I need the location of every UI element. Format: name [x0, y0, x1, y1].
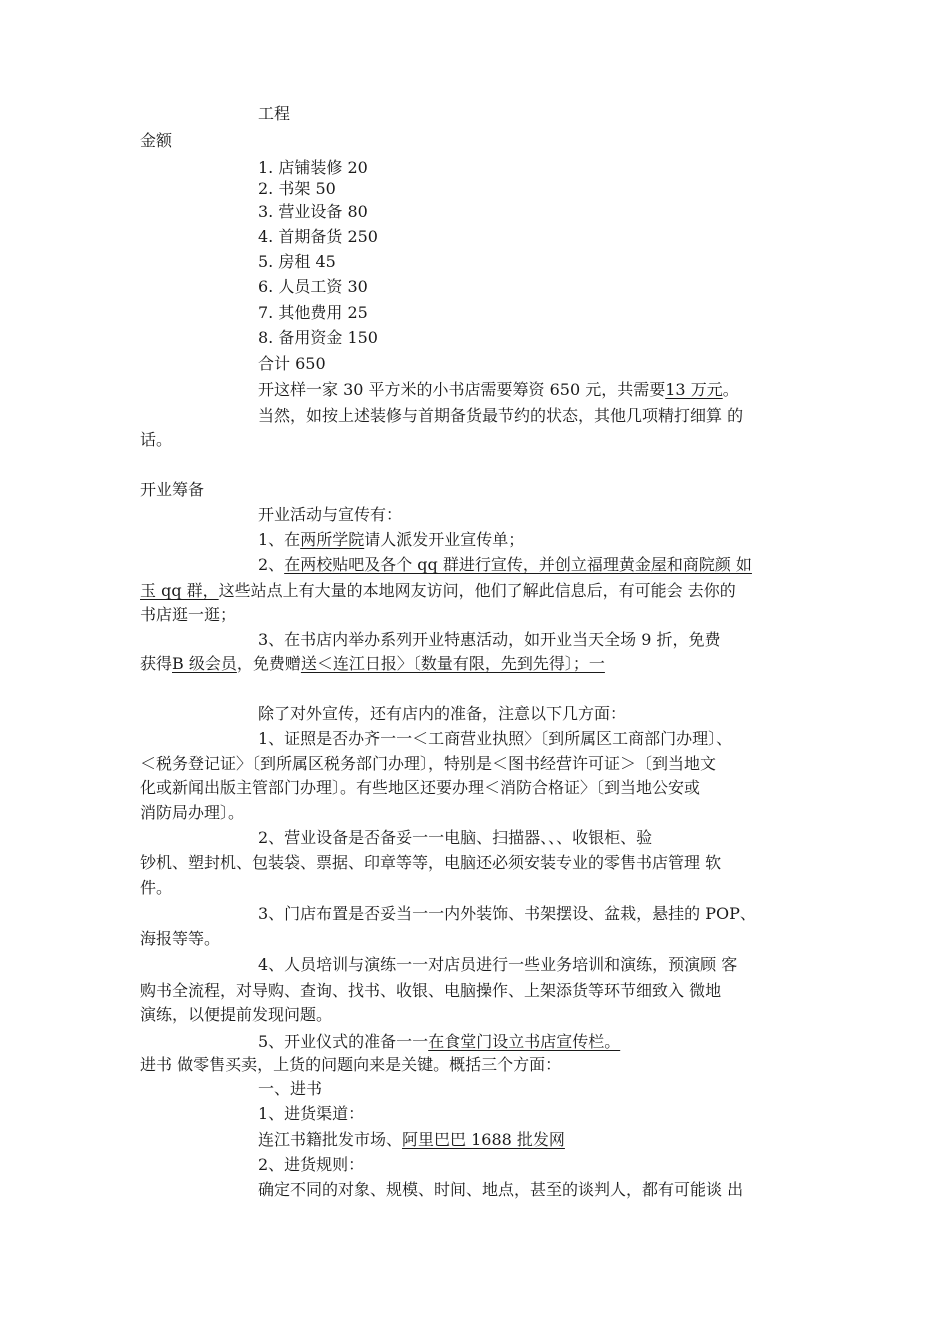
prep-item-4: 4、人员培训与演练一一对店员进行一些业务培训和演练，预演顾 客	[258, 955, 738, 974]
budget-summary: 开这样一家 30 平方米的小书店需要筹资 650 元，共需要13 万元。	[258, 380, 739, 399]
opening-heading: 开业筹备	[140, 480, 205, 499]
opening-item-2: 2、在两校贴吧及各个 qq 群进行宣传，并创立福理黄金屋和商院颜 如	[258, 555, 752, 574]
stock-rule-label: 2、进货规则：	[258, 1155, 365, 1174]
member-link[interactable]: B 级会员	[172, 654, 237, 673]
budget-item: 8. 备用资金 150	[258, 328, 378, 347]
opening-item-2-cont: 玉 qq 群，这些站点上有大量的本地网友访问，他们了解此信息后，有可能会 去你的	[140, 581, 736, 600]
budget-item: 2. 书架 50	[258, 179, 336, 198]
prep-item-2-cont: 钞机、塑封机、包装袋、票据、印章等等，电脑还必须安装专业的零售书店管理 软	[140, 853, 722, 872]
qq-group-link[interactable]: 在两校贴吧及各个 qq 群进行宣传，并创立福理黄金屋和商院颜 如	[284, 555, 752, 574]
budget-item: 1. 店铺装修 20	[258, 158, 368, 177]
budget-item: 4. 首期备货 250	[258, 227, 378, 246]
amount-header: 金额	[140, 131, 173, 150]
prep-item-1-cont: 化或新闻出版主管部门办理〕。有些地区还要办理＜消防合格证〉〔到当地公安或	[140, 778, 701, 797]
newspaper-link[interactable]: 送＜连江日报〉〔数量有限，先到先得〕；一	[300, 654, 605, 673]
prep-item-1: 1、证照是否办齐一一＜工商营业执照〉〔到所属区工商部门办理〕、	[258, 729, 733, 748]
stock-section-1: 一、进书	[258, 1079, 323, 1098]
prep-item-5: 5、开业仪式的准备一一在食堂门设立书店宣传栏。	[258, 1032, 621, 1051]
opening-item-2-cont: 书店逛一逛；	[140, 605, 237, 624]
prep-item-4-cont: 演练，以便提前发现问题。	[140, 1005, 333, 1024]
prep-item-4-cont: 购书全流程，对导购、查询、找书、收银、电脑操作、上架添货等环节细致入 微地	[140, 981, 722, 1000]
colleges-link[interactable]: 两所学院	[300, 530, 365, 549]
project-header: 工程	[258, 104, 291, 123]
qq-group-link[interactable]: 玉 qq 群，	[140, 581, 219, 600]
opening-intro: 开业活动与宣传有：	[258, 505, 403, 524]
alibaba-link[interactable]: 阿里巴巴 1688 批发网	[402, 1130, 565, 1149]
stock-channel-list: 连江书籍批发市场、阿里巴巴 1688 批发网	[258, 1130, 565, 1149]
prep-item-3-cont: 海报等等。	[140, 929, 221, 948]
bulletin-link[interactable]: 在食堂门设立书店宣传栏。	[428, 1032, 621, 1051]
opening-item-1: 1、在两所学院请人派发开业宣传单；	[258, 530, 525, 549]
budget-note-line: 话。	[140, 430, 173, 449]
budget-total: 合计 650	[258, 354, 326, 373]
prep-item-2-cont: 件。	[140, 878, 173, 897]
stock-heading: 进书 做零售买卖，上货的问题向来是关键。概括三个方面：	[140, 1055, 562, 1074]
budget-item: 5. 房租 45	[258, 252, 336, 271]
opening-item-3: 3、在书店内举办系列开业特惠活动，如开业当天全场 9 折，免费	[258, 630, 721, 649]
opening-item-3-cont: 获得B 级会员，免费赠送＜连江日报〉〔数量有限，先到先得〕；一	[140, 654, 605, 673]
prep-item-2: 2、营业设备是否备妥一一电脑、扫描器、、、收银柜、验	[258, 828, 653, 847]
budget-item: 6. 人员工资 30	[258, 277, 368, 296]
budget-note-line: 当然，如按上述装修与首期备货最节约的状态，其他几项精打细算 的	[258, 406, 744, 425]
prep-item-3: 3、门店布置是否妥当一一内外装饰、书架摆设、盆栽，悬挂的 POP、	[258, 904, 756, 923]
stock-channel-label: 1、进货渠道：	[258, 1104, 365, 1123]
stock-rule-text: 确定不同的对象、规模、时间、地点，甚至的谈判人，都有可能谈 出	[258, 1180, 744, 1199]
amount-link[interactable]: 13 万元	[665, 380, 723, 399]
prep-item-1-cont: 消防局办理〕。	[140, 803, 245, 822]
prep-intro: 除了对外宣传，还有店内的准备，注意以下几方面：	[258, 704, 627, 723]
prep-item-1-cont: ＜税务登记证〉〔到所属区税务部门办理〕，特别是＜图书经营许可证＞〔到当地文	[140, 754, 717, 773]
budget-item: 3. 营业设备 80	[258, 202, 368, 221]
budget-item: 7. 其他费用 25	[258, 303, 368, 322]
